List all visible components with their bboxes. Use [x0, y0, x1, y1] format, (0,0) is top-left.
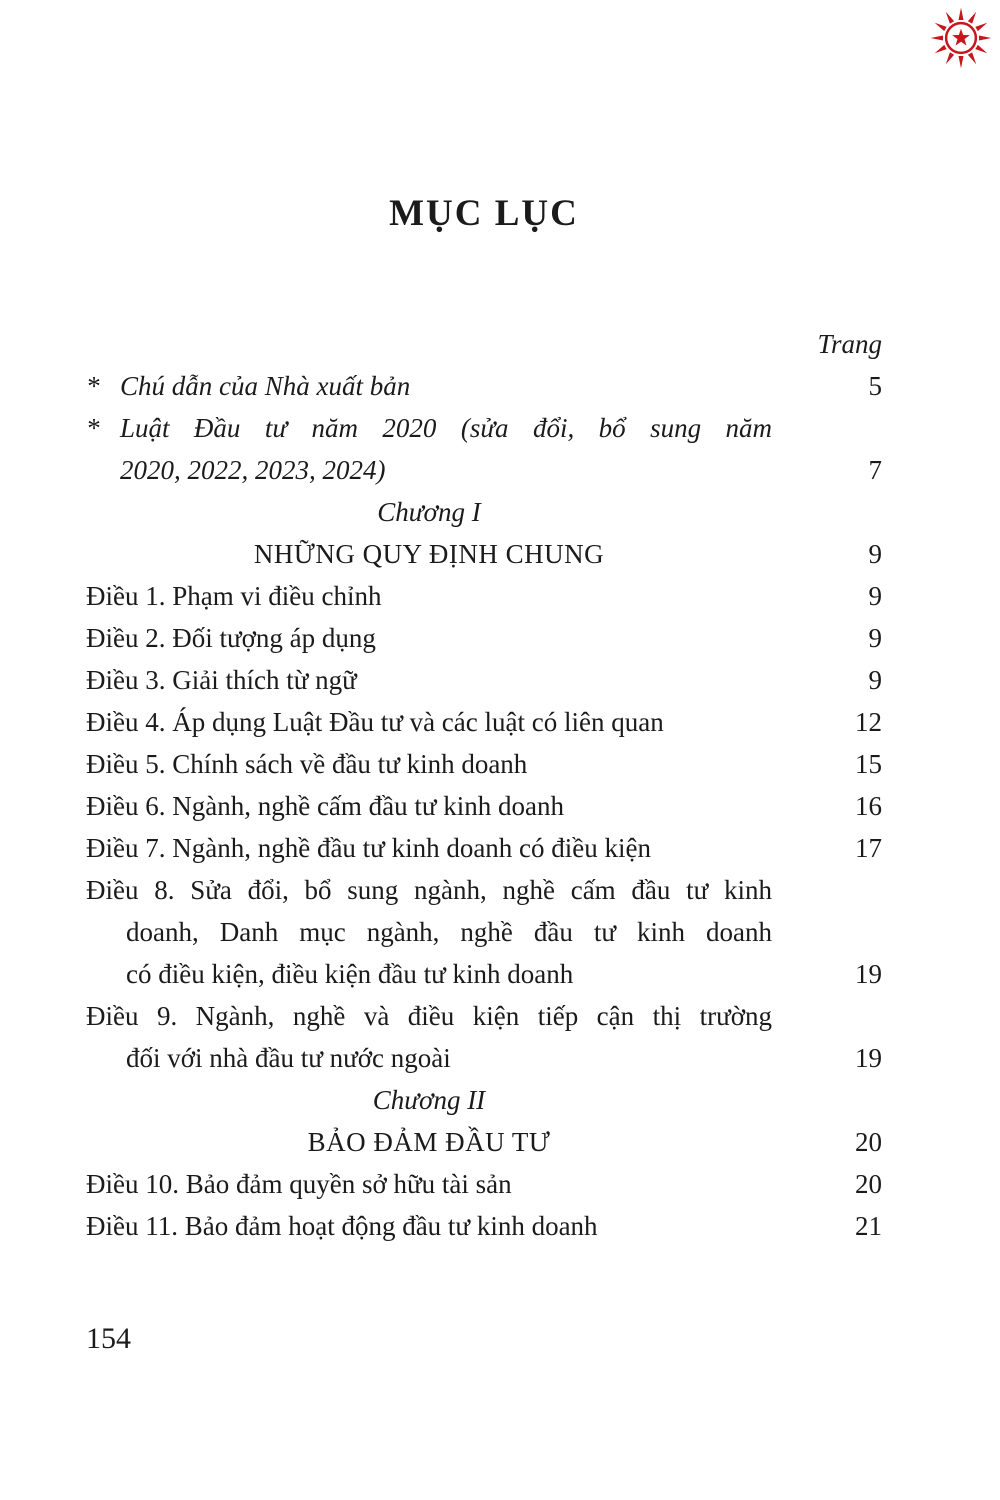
page-number: 17 — [855, 833, 882, 863]
toc-entry — [86, 701, 882, 743]
chapter-title — [86, 533, 882, 575]
chapter-title-text — [86, 1121, 772, 1163]
entry-line: có điều kiện, điều kiện đầu tư kinh doanh — [126, 959, 574, 989]
toc-entry — [86, 827, 882, 869]
entry-text — [120, 407, 772, 491]
toc-entries — [86, 365, 882, 1247]
toc-entry — [86, 1205, 882, 1247]
entry-text — [86, 701, 772, 743]
entry-line: Luật Đầu tư năm 2020 (sửa đổi, bổ sung năm — [120, 413, 772, 443]
chapter-text: Chương II — [372, 1085, 486, 1115]
chapter-text: BẢO ĐẢM ĐẦU TƯ — [307, 1127, 551, 1157]
page-number: 9 — [868, 539, 882, 569]
page-number: 9 — [868, 623, 882, 653]
entry-line: Điều 8. Sửa đổi, bổ sung ngành, nghề cấm đầu tư kinh — [86, 875, 772, 905]
chapter-label-text — [86, 491, 772, 533]
toc-entry — [86, 1163, 882, 1205]
chapter-label-text — [86, 1079, 772, 1121]
page-column-header: Trang — [817, 329, 882, 359]
publisher-logo — [930, 5, 992, 71]
entry-line: 2020, 2022, 2023, 2024) — [120, 455, 386, 485]
chapter-label — [86, 491, 882, 533]
chapter-title — [86, 1121, 882, 1163]
publisher-emblem-icon — [930, 5, 992, 71]
toc-entry — [86, 995, 882, 1079]
entry-line: Điều 1. Phạm vi điều chỉnh — [86, 581, 382, 611]
page-number: 15 — [855, 749, 882, 779]
entry-line: doanh, Danh mục ngành, nghề đầu tư kinh doanh — [126, 917, 772, 947]
entry-line: Điều 11. Bảo đảm hoạt động đầu tư kinh doanh — [86, 1211, 598, 1241]
entry-marker: * — [86, 413, 100, 443]
toc-entry — [86, 743, 882, 785]
entry-line: Điều 4. Áp dụng Luật Đầu tư và các luật có liên quan — [86, 707, 664, 737]
toc-entry — [86, 659, 882, 701]
entry-text — [86, 995, 772, 1079]
page-number: 9 — [868, 665, 882, 695]
entry-line: Điều 7. Ngành, nghề đầu tư kinh doanh có điều kiện — [86, 833, 652, 863]
page-number: 19 — [855, 959, 882, 989]
toc-entry — [86, 617, 882, 659]
entry-line: Điều 6. Ngành, nghề cấm đầu tư kinh doanh — [86, 791, 565, 821]
entry-line: Điều 9. Ngành, nghề và điều kiện tiếp cận thị trường — [86, 1001, 772, 1031]
entry-line: Điều 5. Chính sách về đầu tư kinh doanh — [86, 749, 528, 779]
page-number: 19 — [855, 1043, 882, 1073]
entry-line: Điều 10. Bảo đảm quyền sở hữu tài sản — [86, 1169, 512, 1199]
page-number: 7 — [868, 455, 882, 485]
entry-text — [86, 1205, 772, 1247]
entry-text — [86, 617, 772, 659]
page-number: 20 — [855, 1127, 882, 1157]
entry-text — [86, 575, 772, 617]
page-number: 12 — [855, 707, 882, 737]
entry-line: Điều 3. Giải thích từ ngữ — [86, 665, 357, 695]
entry-text — [86, 827, 772, 869]
entry-text — [86, 1163, 772, 1205]
folio-page-number: 154 — [86, 1322, 131, 1355]
page-number: 20 — [855, 1169, 882, 1199]
page-number: 21 — [855, 1211, 882, 1241]
chapter-text: NHỮNG QUY ĐỊNH CHUNG — [253, 539, 605, 569]
entry-text — [86, 743, 772, 785]
page-number: 9 — [868, 581, 882, 611]
entry-marker: * — [86, 371, 100, 401]
chapter-text: Chương I — [377, 497, 481, 527]
entry-text — [120, 365, 772, 407]
entry-line: Điều 2. Đối tượng áp dụng — [86, 623, 376, 653]
toc-entry — [86, 869, 882, 995]
entry-text — [86, 869, 772, 995]
page-number: 5 — [868, 371, 882, 401]
toc-entry — [86, 575, 882, 617]
chapter-label — [86, 1079, 882, 1121]
chapter-title-text — [86, 533, 772, 575]
toc-entry — [86, 365, 882, 407]
entry-text — [86, 659, 772, 701]
entry-line: đối với nhà đầu tư nước ngoài — [126, 1043, 451, 1073]
page-number: 16 — [855, 791, 882, 821]
entry-text — [86, 785, 772, 827]
page-title: MỤC LỤC — [389, 193, 579, 234]
entry-line: Chú dẫn của Nhà xuất bản — [120, 371, 411, 401]
column-header-row — [86, 323, 882, 365]
toc-entry — [86, 407, 882, 491]
toc-entry — [86, 785, 882, 827]
